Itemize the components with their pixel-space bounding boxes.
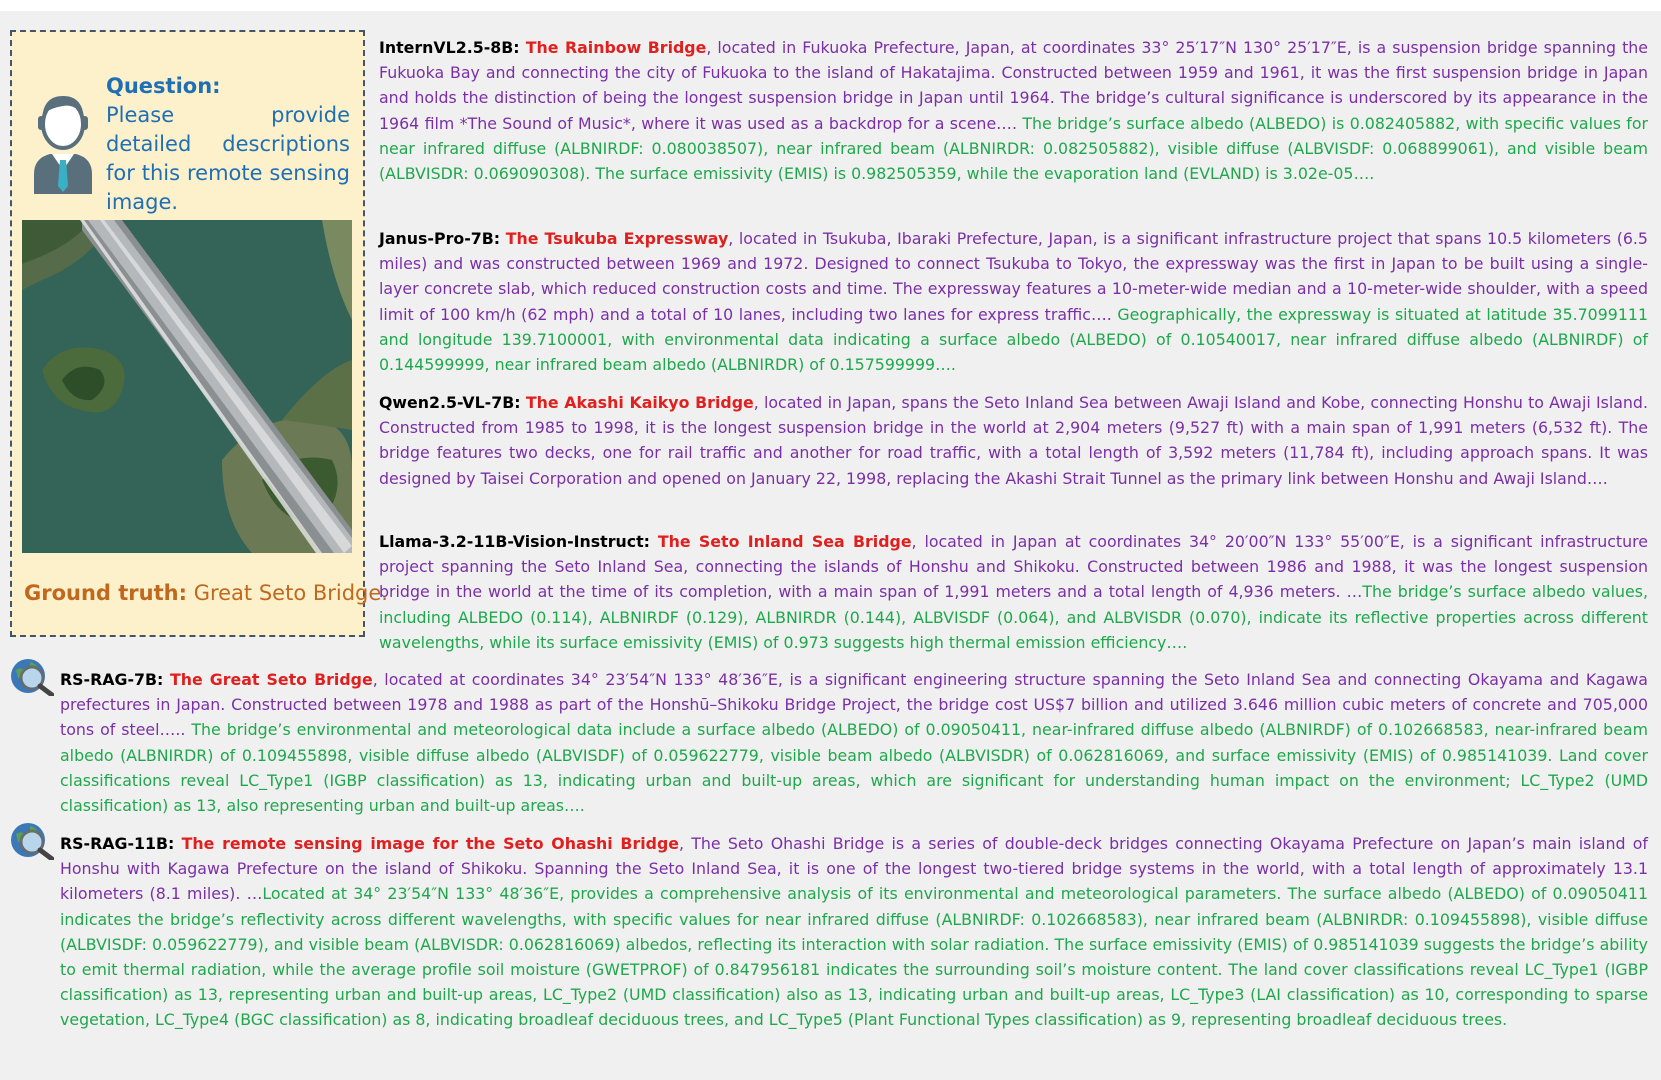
answer-llama	[379, 529, 1648, 655]
model-label: InternVL2.5-8B:	[379, 38, 520, 57]
description-text: , located in Tsukuba, Ibaraki Prefecture, Japan, is a significant infrastructure project that spans 10.5 kilometers (6.5 miles) and was constructed between 1969 and 1972. Designed to connect Tsukuba to Tokyo, the expressway was the first in Japan to be built using a single-layer concrete slab, which reduced construction costs and time. The expressway features a 10-meter-wide median and a 10-meter-wide shoulder, with a speed limit of 100 km/h (62 mph) and a total of 10 lanes, including two lanes for express traffic….	[379, 229, 1648, 324]
user-avatar-icon	[28, 82, 98, 194]
model-label: RS-RAG-7B:	[60, 670, 164, 689]
bridge-name: The Seto Inland Sea Bridge	[657, 532, 912, 551]
answer-rsrag-7b	[60, 667, 1648, 818]
model-label: Llama-3.2-11B-Vision-Instruct:	[379, 532, 650, 551]
globe-magnifier-icon	[8, 820, 54, 860]
bridge-name: The remote sensing image for the Seto Ohashi Bridge	[181, 834, 679, 853]
answer-janus	[379, 226, 1648, 377]
answer-internvl	[379, 35, 1648, 186]
description-text: , located in Japan at coordinates 34° 20′00″N 133° 55′00″E, is a significant infrastructure project spanning the Seto Inland Sea, connecting the islands of Honshu and Shikoku. Constructed between 1986 and 1988, it was the longest suspension bridge in the world at the time of its completion, with a main span of 1,991 meters and a total length of 4,936 meters. …	[379, 532, 1648, 602]
description-text: , located in Japan, spans the Seto Inland Sea between Awaji Island and Kobe, connecting Honshu to Awaji Island. Constructed from 1985 to 1998, it is the longest suspension bridge in the world at 2,904 meters (9,527 ft) with a main span of 1,991 meters (6,532 ft). The bridge features two decks, one for rail traffic and another for road traffic, with a total length of 3,592 meters (11,784 ft), including approach spans. It was designed by Taisei Corporation and opened on January 22, 1998, replacing the Akashi Strait Tunnel as the primary link between Honshu and Awaji Island….	[379, 393, 1648, 488]
globe-magnifier-icon	[8, 656, 54, 696]
description-text: , located at coordinates 34° 23′54″N 133° 48′36″E, is a significant engineering structure spanning the Seto Inland Sea and connecting Okayama and Kagawa prefectures in Japan. Constructed between 1978 and 1988 as part of the Honshū–Shikoku Bridge Project, the bridge cost US$7 billion and utilized 3.646 million cubic meters of concrete and 705,000 tons of steel…..	[60, 670, 1648, 740]
description-text: , The Seto Ohashi Bridge is a series of double-deck bridges connecting Okayama Prefecture on Japan’s main island of Honshu with Kagawa Prefecture on the island of Shikoku. Spanning the Seto Inland Sea, it is one of the longest two-tiered bridge systems in the world, with a total length of approximately 13.1 kilometers (8.1 miles). …	[60, 834, 1648, 904]
satellite-image	[22, 220, 352, 553]
environment-text: The bridge’s surface albedo (ALBEDO) is 0.082405882, with specific values for near infrared diffuse (ALBNIRDF: 0.080038507), near infrared beam (ALBNIRDR: 0.082505882), visible diffuse (ALBVISDF: 0.068899061), and visible beam (ALBVISDR: 0.069090308). The surface emissivity (EMIS) is 0.982505359, while the evaporation land (EVLAND) is 3.02e-05….	[379, 113, 1649, 184]
bridge-name: The Great Seto Bridge	[169, 670, 373, 689]
question-label: Question:	[106, 74, 221, 98]
environment-text: Geographically, the expressway is situated at latitude 35.7099111 and longitude 139.7100001, with environmental data indicating a surface albedo (ALBEDO) of 0.10540017, near infrared diffuse albedo (ALBNIRDF) of 0.144599999, near infrared beam albedo (ALBNIRDR) of 0.157599999….	[379, 304, 1648, 375]
ground-truth-value: Great Seto Bridge.	[193, 581, 388, 605]
ground-truth-label: Ground truth:	[24, 581, 187, 605]
top-strip	[0, 0, 1661, 11]
description-text: , located in Fukuoka Prefecture, Japan, at coordinates 33° 25′17″N 130° 25′17″E, is a suspension bridge spanning the Fukuoka Bay and connecting the city of Fukuoka to the island of Hakatajima. Constructed between 1959 and 1961, it was the first suspension bridge in Japan and holds the distinction of being the longest suspension bridge in Japan until 1964. The bridge’s cultural significance is underscored by its appearance in the 1964 film *The Sound of Music*, where it was used as a backdrop for a scene….	[379, 38, 1648, 133]
model-label: RS-RAG-11B:	[60, 834, 175, 853]
environment-text: Located at 34° 23′54″N 133° 48′36″E, provides a comprehensive analysis of its environmental and meteorological parameters. The surface albedo (ALBEDO) of 0.09050411 indicates the bridge’s reflectivity across different wavelengths, with specific values for near infrared diffuse (ALBNIRDF: 0.102668583), near infrared beam (ALBNIRDR: 0.109455898), visible diffuse (ALBVISDF: 0.059622779), and visible beam (ALBVISDR: 0.062816069) albedos, reflecting its interaction with solar radiation. The surface emissivity (EMIS) of 0.985141039 suggests the bridge’s ability to emit thermal radiation, while the average profile soil moisture (GWETPROF) of 0.847956181 indicates the surrounding soil’s moisture content. The land cover classifications reveal LC_Type1 (IGBP classification) as 13, representing urban and built-up areas, LC_Type2 (UMD classification) also as 13, indicating urban and built-up areas, LC_Type3 (LAI classification) as 10, corresponding to sparse vegetation, LC_Type4 (BGC classification) as 8, indicating broadleaf deciduous trees, and LC_Type5 (Plant Functional Types classification) as 9, representing broadleaf deciduous trees.	[60, 884, 1649, 1030]
environment-text: The bridge’s environmental and meteorological data include a surface albedo (ALBEDO) of 0.09050411, near-infrared diffuse albedo (ALBNIRDF) of 0.102668583, near-infrared beam albedo (ALBNIRDR) of 0.109455898, visible diffuse albedo (ALBVISDF) of 0.059622779, visible beam albedo (ALBVISDR) of 0.062816069, and surface emissivity (EMIS) of 0.985141039. Land cover classifications reveal LC_Type1 (IGBP classification) as 13, indicating urban and built-up areas, which are significant for understanding human impact on the environment; LC_Type2 (UMD classification) as 13, also representing urban and built-up areas….	[60, 720, 1648, 816]
model-label: Janus-Pro-7B:	[379, 229, 501, 248]
question-box	[10, 30, 388, 637]
bridge-name: The Rainbow Bridge	[525, 38, 707, 57]
environment-text: The bridge’s surface albedo values, including ALBEDO (0.114), ALBNIRDF (0.129), ALBNIRDR (0.144), ALBVISDF (0.064), and ALBVISDR (0.070), indicate its reflective properties across different wavelengths, while its surface emissivity (EMIS) of 0.973 suggests high thermal emission efficiency….	[379, 582, 1648, 652]
question-text: Please provide detailed descriptions for this remote sensing image.	[106, 103, 350, 214]
bridge-name: The Akashi Kaikyo Bridge	[525, 393, 754, 412]
ground-truth	[24, 579, 388, 607]
answer-qwen	[379, 390, 1648, 491]
answer-rsrag-11b	[60, 831, 1648, 1033]
model-label: Qwen2.5-VL-7B:	[379, 393, 521, 412]
bridge-name: The Tsukuba Expressway	[505, 229, 729, 248]
